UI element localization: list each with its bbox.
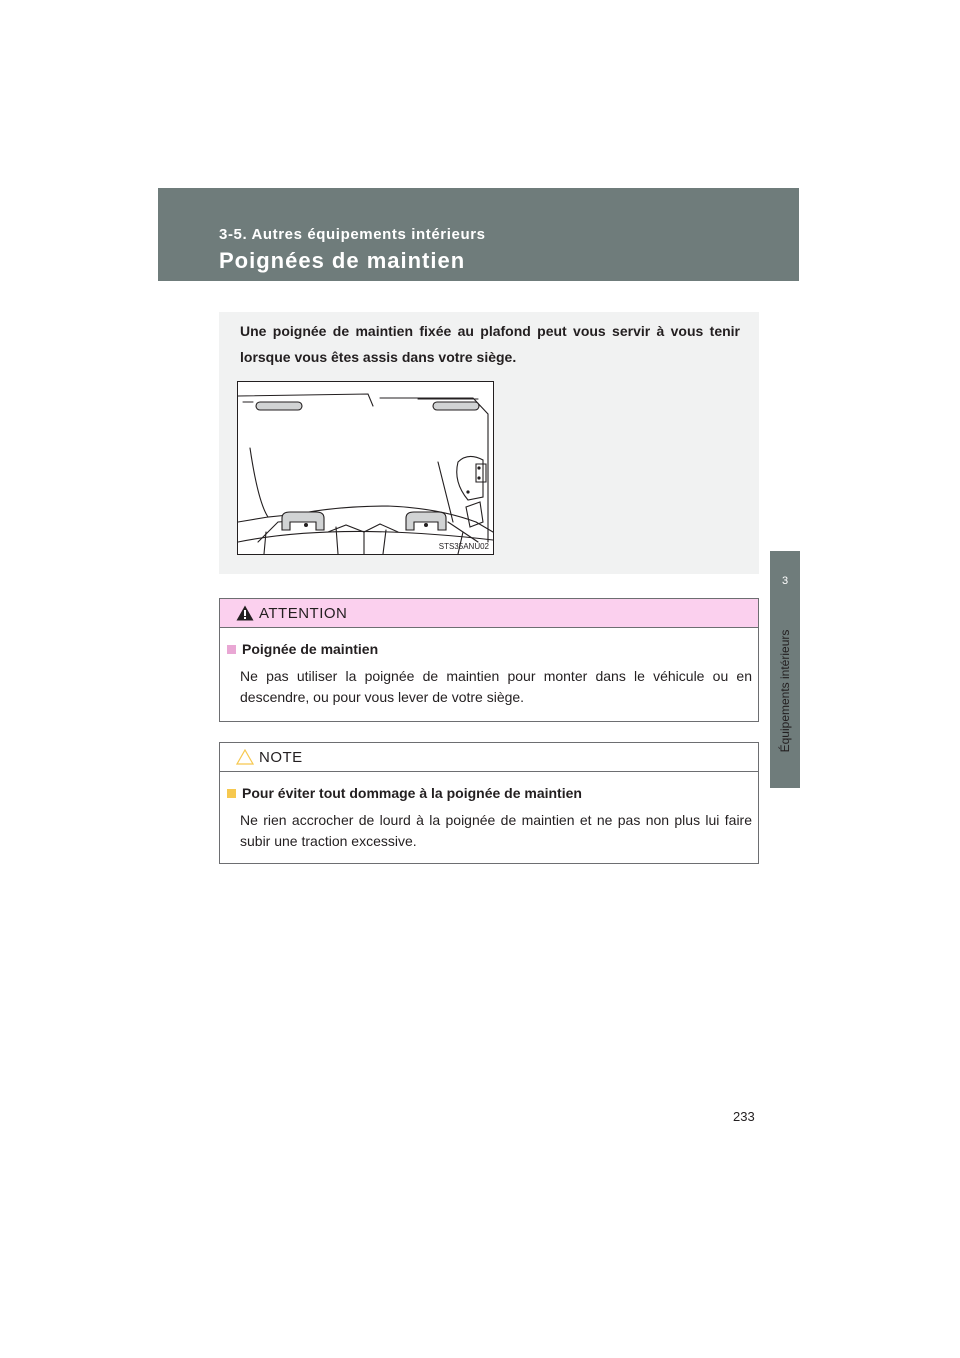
note-item-text: Ne rien accrocher de lourd à la poignée de maintien et ne pas non plus lui faire subir une traction excessive. [240, 812, 752, 849]
caution-outline-icon [236, 749, 254, 765]
page-number: 233 [733, 1109, 755, 1124]
header-band [158, 188, 799, 281]
chapter-number: 3 [781, 575, 789, 587]
attention-item-title [227, 641, 378, 657]
attention-item-text: Ne pas utiliser la poignée de maintien pour monter dans le véhicule ou en descendre, ou pour vous lever de votre siège. [240, 668, 752, 705]
chapter-title-vertical [772, 596, 798, 786]
attention-header [220, 599, 758, 628]
intro-text: Une poignée de maintien fixée au plafond peut vous servir à vous tenir lorsque vous êtes assis dans votre siège. [240, 323, 740, 365]
vehicle-ceiling-drawing [238, 382, 493, 554]
note-item-title [227, 785, 582, 801]
chapter-title: Équipements intérieurs [778, 629, 792, 753]
note-heading: NOTE [259, 749, 303, 766]
figure-code: STS35ANU02 [438, 542, 489, 551]
warning-triangle-icon [236, 605, 254, 621]
page-title: Poignées de maintien [219, 248, 466, 273]
grab-handle-illustration [237, 381, 494, 555]
intro-box [219, 312, 759, 574]
attention-item-title-text: Poignée de maintien [242, 641, 379, 657]
attention-heading: ATTENTION [259, 605, 348, 622]
attention-box [219, 598, 759, 722]
note-header [220, 743, 758, 772]
bullet-square-icon [227, 789, 236, 798]
note-box [219, 742, 759, 864]
bullet-square-icon [227, 645, 236, 654]
note-item-title-text: Pour éviter tout dommage à la poignée de maintien [242, 785, 582, 801]
section-label: 3-5. Autres équipements intérieurs [219, 226, 486, 243]
